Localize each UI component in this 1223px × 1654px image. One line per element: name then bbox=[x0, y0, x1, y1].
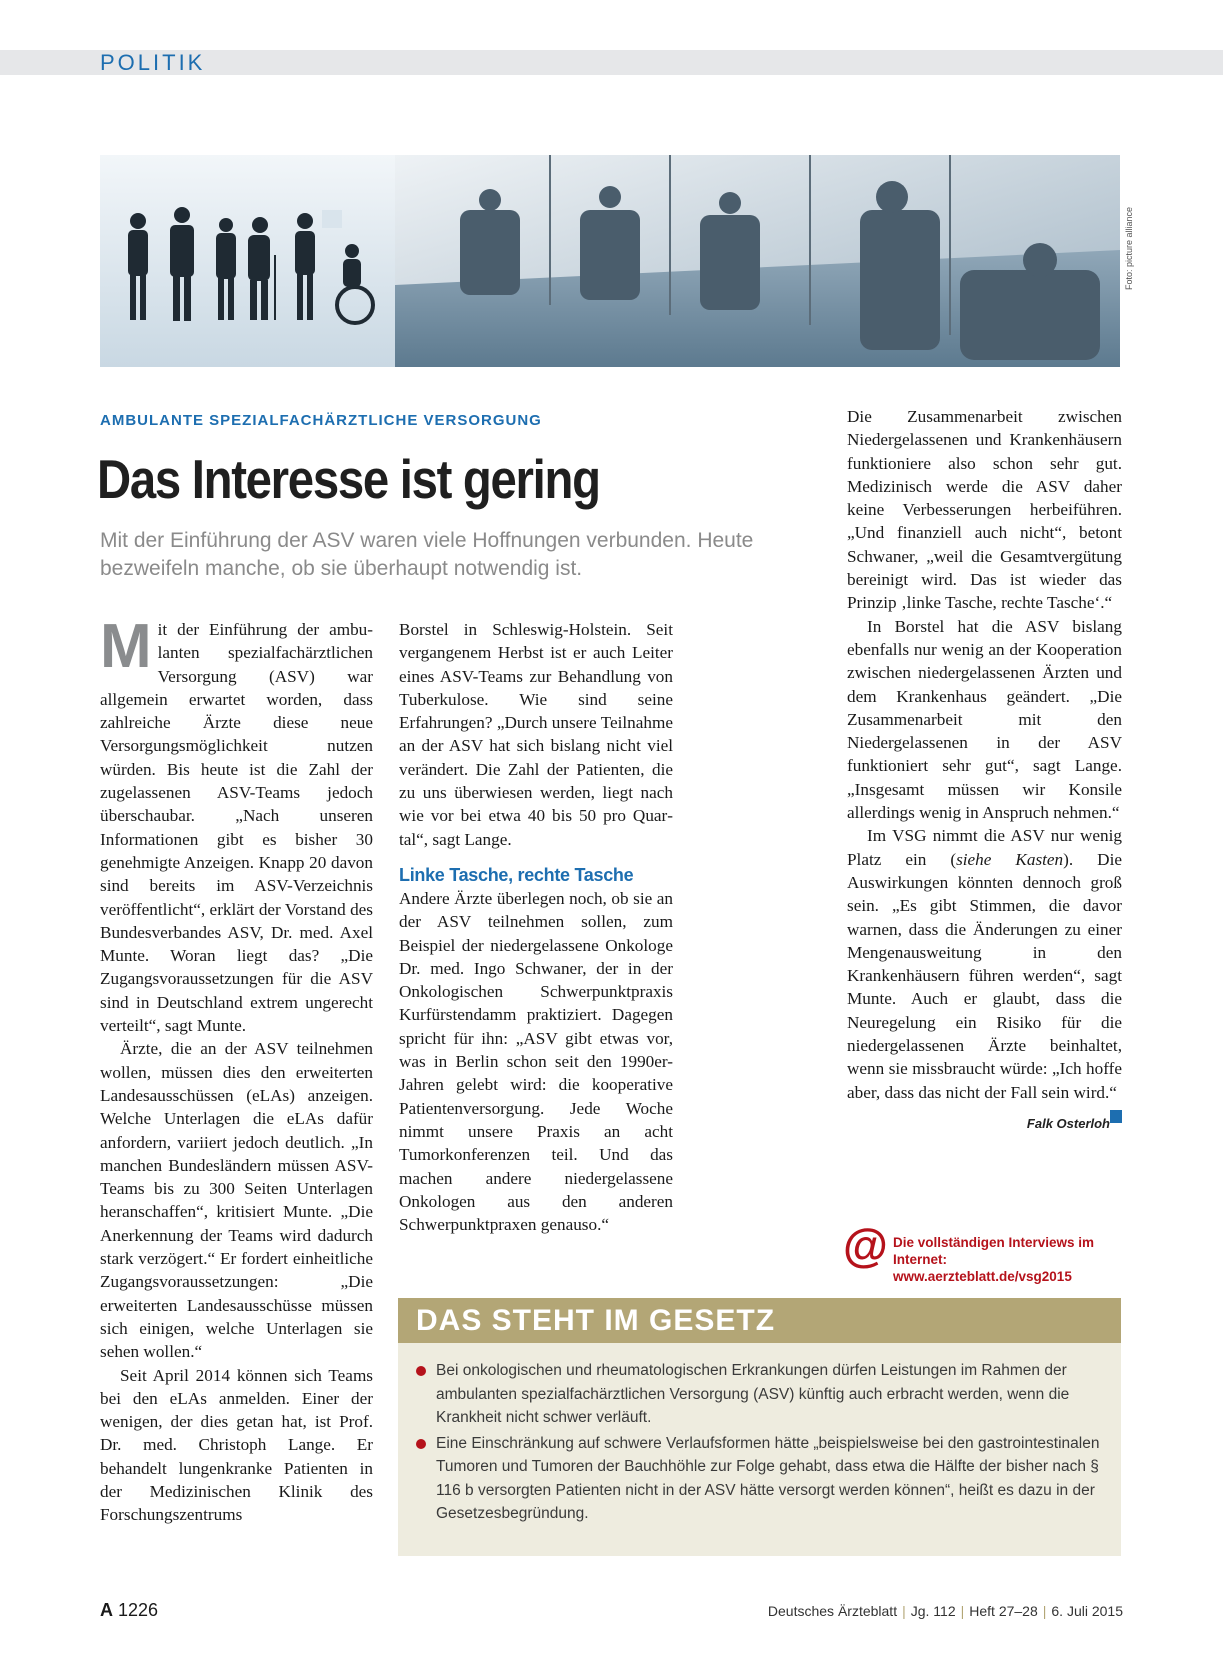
end-mark-icon bbox=[1110, 1110, 1122, 1123]
bullet-icon bbox=[416, 1366, 426, 1376]
paragraph-text: Im VSG nimmt die ASV nur wenig Platz ein ( bbox=[847, 826, 1122, 869]
at-icon: @ bbox=[843, 1219, 888, 1271]
paragraph: In Borstel hat die ASV bislang ebenfalls nur wenig an der Kooperation zwischen niedergelassenen Ärzten und dem Krankenhaus geändert. „Die Zusammenarbeit mit den Niedergelassenen in der ASV funktioniert sehr gut“, sagt Lange. „Insgesamt müssen wir Konsile allerdings wenig in Anspruch nehmen.“ bbox=[847, 616, 1122, 823]
hero-image bbox=[100, 155, 1120, 367]
paragraph bbox=[100, 612, 373, 1037]
paragraph-text: it der Einführung der ambulanten spezialfachärztlichen Versorgung (ASV) war allgemein erwartet worden, dass zahlreiche Ärzte diese neue Versorgungsmöglichkeit nutzen würden. Bis heute ist die Zahl der zugelassenen ASV-Teams jedoch überschaubar. „Nach unseren Informationen gibt es bisher 30 genehmigte Anzeigen. Knapp 20 davon sind bereits im ASV-Verzeichnis veröffentlicht“, erklärt der Vorstand des Bundesverbandes ASV, Dr. med. Axel Munte. Woran liegt das? „Die Zugangsvoraussetzungen für die ASV sind in Deutschland extrem ungerecht verteilt“, sagt Munte. bbox=[100, 620, 373, 1036]
paragraph: Borstel in Schleswig-Holstein. Seit vergangenem Herbst ist er auch Leiter eines ASV-Teams zur Behandlung von Tuberkulose. Wie sind seine Erfahrungen? „Durch unsere Teilnahme an der ASV hat sich bislang nicht viel verändert. Die Zahl der Patienten, die zu uns überwiesen werden, liegt nach wie vor bei etwa 40 bis 50 pro Quartal“, sagt Lange. bbox=[399, 620, 673, 849]
headline: Das Interesse ist gering bbox=[97, 448, 600, 510]
author-byline: Falk Osterloh bbox=[1026, 1115, 1110, 1131]
page-number-value: 1226 bbox=[118, 1600, 159, 1620]
info-box-title: DAS STEHT IM GESETZ bbox=[416, 1303, 776, 1337]
bullet-icon bbox=[416, 1439, 426, 1449]
list-item bbox=[416, 1432, 1103, 1526]
paragraph: Ärzte, die an der ASV teilnehmen wollen, müssen dies den erweiterten Landesausschüssen (eLAs) anzeigen. Welche Unterlagen die eLAs dafür anfordern, variiert jedoch deutlich. „In manchen Bundesländern müssen ASV-Teams bis zu 300 Seiten Unterlagen heranschaffen“, kritisiert Munte. „Die Anerkennung der Teams wird dadurch stark verzögert.“ Er fordert einheitliche Zugangsvoraussetzungen: „Die erweiterten Landesausschüsse müssen sich einigen, welche Unterlagen sie sehen wollen.“ bbox=[100, 1039, 373, 1362]
journal-volume: Jg. 112 bbox=[910, 1603, 956, 1619]
page-number bbox=[100, 1600, 158, 1621]
article-column-2 bbox=[399, 618, 673, 1236]
article-column-3 bbox=[847, 405, 1122, 1135]
web-note-link[interactable]: Die vollständigen Interviews im Internet: www.aerzteblatt.de/vsg2015 bbox=[893, 1235, 1095, 1284]
paragraph-text: ). Die Auswirkungen könnten dennoch groß sein. „Es gibt Stimmen, die davor warnen, dass die Änderungen zu einer Mengenausweitung in den Krankenhäusern führen werden“, sagt Munte. Auch er glaubt, dass die Neuregelung ein Risiko für die niedergelassenen Ärzte beinhaltet, wenn sie missbraucht würde: „Ich hoffe aber, dass das nicht der Fall sein wird.“ bbox=[847, 849, 1122, 1102]
list-item-text: Eine Einschränkung auf schwere Verlaufsformen hätte „beispielsweise bei den gastrointestinalen Tumoren und Tumoren der Bauchhöhle zur Folge gehabt, dass etwa die Hälfte der bisher nach § 116 b versorgten Patienten nicht in der ASV hätte versorgt werden können“, heißt es dazu in der Gesetzesbegründung. bbox=[436, 1434, 1100, 1522]
journal-issue: Heft 27–28 bbox=[969, 1603, 1038, 1619]
paragraph: Seit April 2014 können sich Teams bei den eLAs anmelden. Einer der wenigen, der dies getan hat, ist Prof. Dr. med. Christoph Lange. Er behandelt lungenkranke Patienten in der Medizinischen Klinik des Forschungszentrums bbox=[100, 1365, 373, 1525]
info-box-list bbox=[398, 1343, 1121, 1526]
journal-name: Deutsches Ärzteblatt bbox=[767, 1603, 898, 1619]
info-box bbox=[398, 1298, 1121, 1556]
subheading: Linke Tasche, rechte Tasche bbox=[399, 864, 634, 885]
journal-footer: Deutsches Ärzteblatt | Jg. 112 | Heft 27–28 | 6. Juli 2015 bbox=[767, 1603, 1123, 1619]
section-label: POLITIK bbox=[100, 50, 206, 75]
photo-credit: Foto: picture alliance bbox=[1124, 206, 1134, 290]
hero-illustration bbox=[100, 155, 1120, 367]
kicker: AMBULANTE SPEZIALFACHÄRZTLICHE VERSORGUNG bbox=[100, 412, 542, 429]
cross-reference: siehe Kasten bbox=[956, 849, 1064, 869]
paragraph: Die Zusammenarbeit zwischen Niedergelassenen und Krankenhäusern funktioniere also schon sehr gut. Medizinisch werde die ASV daher keine Verbesserungen herbeiführen. „Und finanziell auch nicht“, betont Schwaner, „weil die Gesamtvergütung bereinigt wird. Das ist wieder das Prinzip ‚linke Tasche, rechte Tasche‘.“ bbox=[847, 407, 1122, 613]
info-box-header bbox=[398, 1298, 1121, 1343]
journal-date: 6. Juli 2015 bbox=[1051, 1603, 1123, 1619]
paragraph bbox=[847, 824, 1122, 1104]
paragraph: Andere Ärzte überlegen noch, ob sie an der ASV teilnehmen sollen, zum Beispiel der niedergelassene Onkologe Dr. med. Ingo Schwaner, der in der Onkologischen Schwerpunktpraxis Kurfürstendamm praktiziert. Dagegen spricht für ihn: „ASV gibt etwas vor, was in Berlin schon seit den 1990er-Jahren gelebt wird: die kooperative Patientenversorgung. Jede Woche nimmt unsere Praxis an acht Tumorkonferenzen teil. Und das machen andere niedergelassene Onkologen aus den anderen Schwerpunktpraxen genauso.“ bbox=[399, 888, 673, 1235]
dropcap: M bbox=[100, 612, 152, 681]
standfirst: Mit der Einführung der ASV waren viele Hoffnungen verbunden. Heute bezweifeln manche, ob sie überhaupt notwendig ist. bbox=[100, 529, 754, 580]
list-item-text: Bei onkologischen und rheumatologischen Erkrankungen dürfen Leistungen im Rahmen der ambulanten spezialfachärztlichen Versorgung (ASV) künftig auch erbracht werden, wenn die Krankheit nicht schwer verläuft. bbox=[436, 1362, 1070, 1426]
page-prefix: A bbox=[100, 1600, 113, 1620]
article-column-1 bbox=[100, 612, 373, 1527]
list-item bbox=[416, 1359, 1103, 1430]
